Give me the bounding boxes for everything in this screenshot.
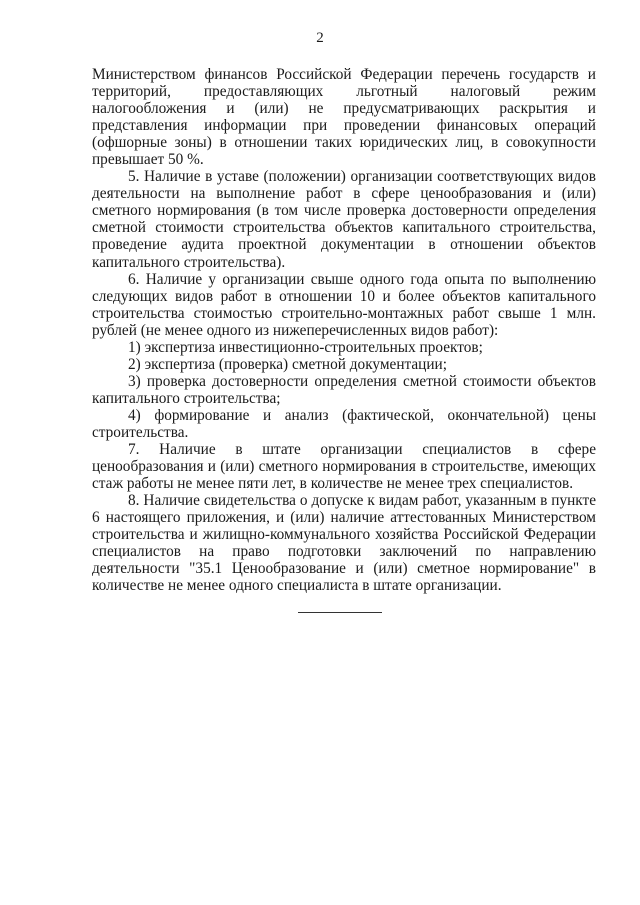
sub-item-3: 3) проверка достоверности определения сметной стоимости объектов капитального строительства; bbox=[92, 372, 596, 407]
page-number: 2 bbox=[316, 30, 324, 46]
paragraph-item-8: 8. Наличие свидетельства о допуске к видам работ, указанным в пункте 6 настоящего приложения, и (или) наличие аттестованных Министерством строительства и жилищно-коммунального хозяйства Российской Федерации специалистов на право подготовки заключений по направлению деятельности "35.1 Ценообразование и (или) сметное нормирование" в количестве не менее одного специалиста в штате организации. bbox=[92, 492, 596, 595]
paragraph-item-7: 7. Наличие в штате организации специалистов в сфере ценообразования и (или) сметного нормирования в строительстве, имеющих стаж работы не менее пяти лет, в количестве не менее трех специалистов. bbox=[92, 441, 596, 493]
sub-item-4: 4) формирование и анализ (фактической, окончательной) цены строительства. bbox=[92, 406, 596, 441]
paragraph-item-6: 6. Наличие у организации свыше одного года опыта по выполнению следующих видов работ в отношении 10 и более объектов капитального строительства стоимостью строительно-монтажных работ свыше 1 млн. рублей (не менее одного из нижеперечисленных видов работ): bbox=[92, 270, 596, 339]
end-of-document-rule bbox=[298, 612, 382, 613]
paragraph-continuation: Министерством финансов Российской Федерации перечень государств и территорий, предоставляющих льготный налоговый режим налогообложения и (или) не предусматривающих раскрытия и представления информации при проведении финансовых операций (офшорные зоны) в отношении таких юридических лиц, в совокупности превышает 50 %. bbox=[92, 66, 596, 169]
sub-item-1: 1) экспертиза инвестиционно-строительных проектов; bbox=[128, 338, 483, 356]
sub-item-2: 2) экспертиза (проверка) сметной документации; bbox=[128, 355, 447, 373]
paragraph-item-5: 5. Наличие в уставе (положении) организации соответствующих видов деятельности на выполнение работ в сфере ценообразования и (или) сметного нормирования (в том числе проверка достоверности определения сметной стоимости строительства объектов капитального строительства, проведение аудита проектной документации в отношении объектов капитального строительства). bbox=[92, 168, 596, 271]
document-body bbox=[92, 66, 596, 594]
